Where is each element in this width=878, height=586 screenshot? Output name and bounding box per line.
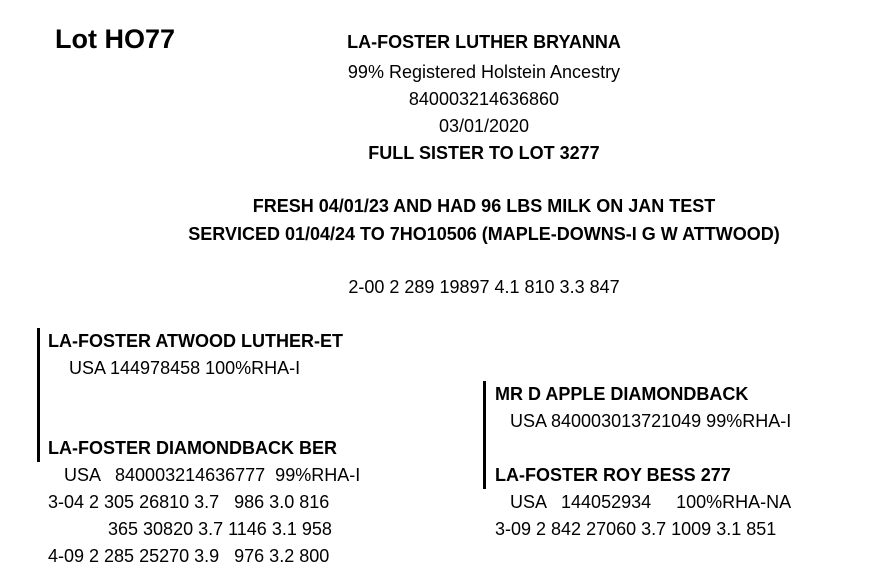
- maternal-granddam-name: LA-FOSTER ROY BESS 277: [495, 465, 731, 485]
- sire-registration: USA 144978458 100%RHA-I: [69, 358, 301, 378]
- animal-note: FULL SISTER TO LOT 3277: [368, 143, 600, 163]
- maternal-grandsire-registration: USA 840003013721049 99%RHA-I: [510, 411, 792, 431]
- fresh-status: FRESH 04/01/23 AND HAD 96 LBS MILK ON JAN TEST: [252, 196, 716, 216]
- maternal-granddam-record: 3-09 2 842 27060 3.7 1009 3.1 851: [495, 519, 777, 539]
- pedigree-bracket-left: [37, 328, 40, 462]
- production-record: 2-00 2 289 19897 4.1 810 3.3 847: [348, 277, 620, 297]
- animal-id: 840003214636860: [408, 89, 560, 109]
- serviced-status: SERVICED 01/04/24 TO 7HO10506 (MAPLE-DOWNS-I G W ATTWOOD): [188, 224, 780, 244]
- lot-number: Lot HO77: [55, 24, 176, 54]
- sire-name: LA-FOSTER ATWOOD LUTHER-ET: [48, 331, 343, 351]
- animal-name: LA-FOSTER LUTHER BRYANNA: [347, 32, 621, 52]
- animal-ancestry: 99% Registered Holstein Ancestry: [347, 62, 621, 82]
- dam-record: 365 30820 3.7 1146 3.1 958: [108, 519, 332, 539]
- pedigree-bracket-right: [483, 381, 486, 489]
- dam-registration: USA 840003214636777 99%RHA-I: [64, 465, 361, 485]
- dam-record: 4-09 2 285 25270 3.9 976 3.2 800: [48, 546, 330, 566]
- dam-name: LA-FOSTER DIAMONDBACK BER: [48, 438, 337, 458]
- maternal-grandsire-name: MR D APPLE DIAMONDBACK: [495, 384, 749, 404]
- maternal-granddam-registration: USA 144052934 100%RHA-NA: [510, 492, 792, 512]
- dam-record: 3-04 2 305 26810 3.7 986 3.0 816: [48, 492, 330, 512]
- animal-birth-date: 03/01/2020: [438, 116, 530, 136]
